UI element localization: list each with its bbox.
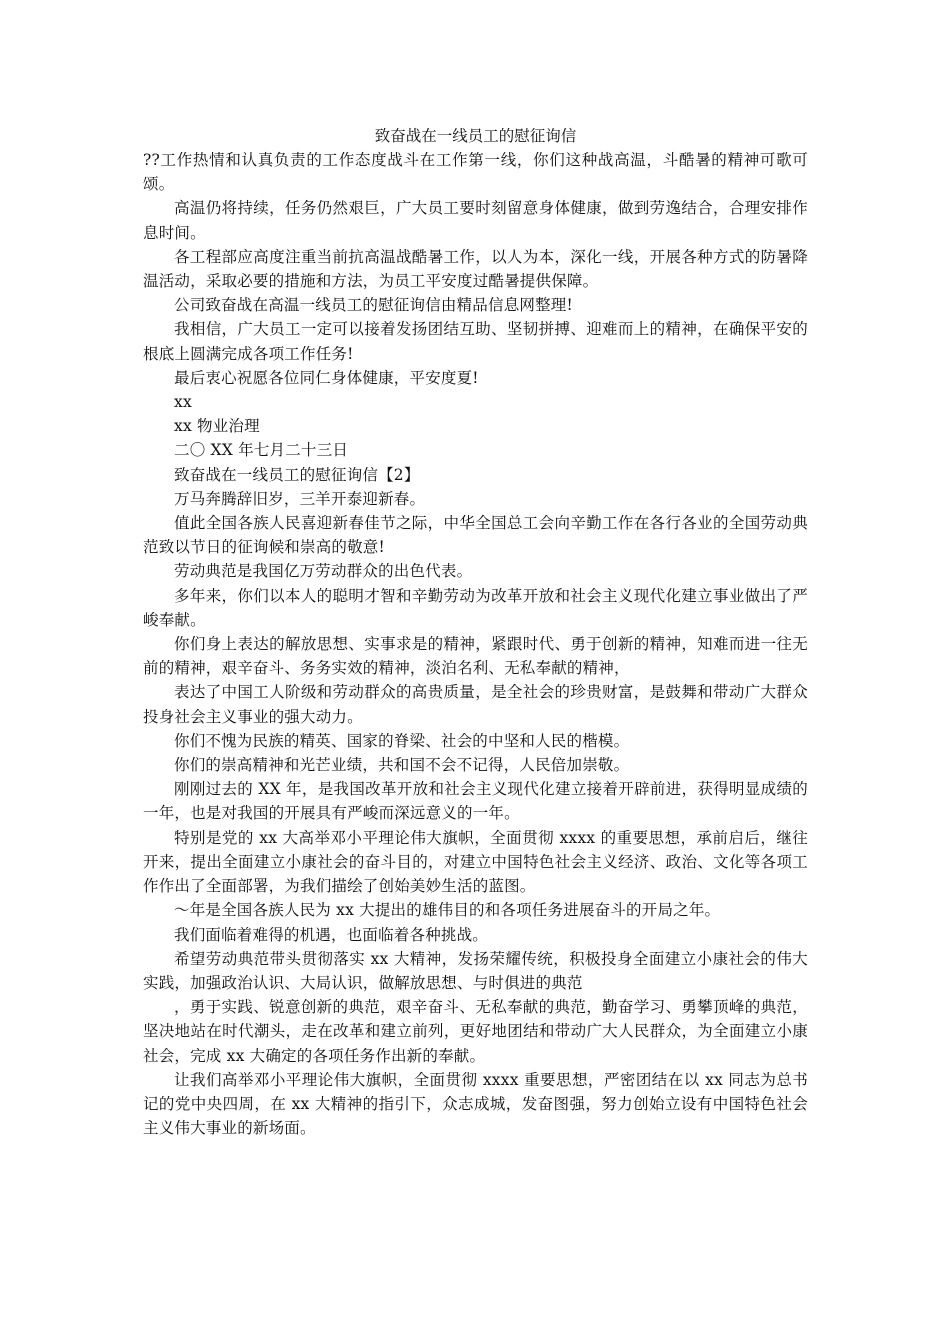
paragraph: 你们不愧为民族的精英、国家的脊梁、社会的中坚和人民的楷模。 [174, 731, 630, 750]
paragraph: ～年是全国各族人民为 xx 大提出的雄伟目的和各项任务进展奋斗的开局之年。 [174, 901, 721, 920]
paragraph: 高温仍将持续，任务仍然艰巨，广大员工要时刻留意身体健康，做到劳逸结合，合理安排作息时间。 [143, 199, 808, 242]
paragraph: 特别是党的 xx 大高举邓小平理论伟大旗帜，全面贯彻 xxxx 的重要思想，承前启后，继往开来，提出全面建立小康社会的奋斗目的，对建立中国特色社会主义经济、政治、文化等各项工作作出了全面部署，为我们描绘了创始美妙生活的蓝图。 [143, 828, 808, 896]
paragraph: ，勇于实践、锐意创新的典范，艰辛奋斗、无私奉献的典范，勤奋学习、勇攀顶峰的典范，坚决地站在时代潮头，走在改革和建立前列，更好地团结和带动广大人民群众，为全面建立小康社会，完成 xx 大确定的各项任务作出新的奉献。 [143, 998, 808, 1065]
paragraph: 劳动典范是我国亿万劳动群众的出色代表。 [174, 562, 473, 581]
paragraph: 刚刚过去的 XX 年，是我国改革开放和社会主义现代化建立接着开辟前进，获得明显成绩的一年，也是对我国的开展具有严峻而深远意义的一年。 [143, 780, 808, 823]
document-page [143, 124, 808, 1140]
document-title: 致奋战在一线员工的慰征询信 [374, 127, 577, 145]
paragraph: 致奋战在一线员工的慰征询信【2】 [174, 465, 420, 484]
paragraph: 你们的崇高精神和光芒业绩，共和国不会不记得，人民倍加崇敬。 [174, 756, 630, 775]
paragraph: 值此全国各族人民喜迎新春佳节之际，中华全国总工会向辛勤工作在各行各业的全国劳动典范致以节日的征询候和崇高的敬意! [143, 514, 808, 557]
paragraph: 我相信，广大员工一定可以接着发扬团结互助、坚韧拼搏、迎难而上的精神，在确保平安的根底上圆满完成各项工作任务! [143, 320, 808, 363]
paragraph: 多年来，你们以本人的聪明才智和辛勤劳动为改革开放和社会主义现代化建立事业做出了严峻奉献。 [143, 586, 808, 629]
paragraph: 万马奔腾辞旧岁，三羊开泰迎新春。 [174, 489, 426, 508]
paragraph: 公司致奋战在高温一线员工的慰征询信由精品信息网整理! [174, 296, 573, 315]
paragraph: 最后衷心祝愿各位同仁身体健康，平安度夏! [174, 368, 479, 387]
paragraph: 让我们高举邓小平理论伟大旗帜，全面贯彻 xxxx 重要思想，严密团结在以 xx 同志为总书记的党中央四周，在 xx 大精神的指引下，众志成城，发奋图强，努力创始立设有中国特色社会主义伟大事业的新场面。 [143, 1070, 808, 1138]
paragraph: xx [174, 393, 192, 412]
paragraph: 你们身上表达的解放思想、实事求是的精神，紧跟时代、勇于创新的精神，知难而进一往无前的精神，艰辛奋斗、务务实效的精神，淡泊名利、无私奉献的精神， [143, 635, 808, 678]
paragraph: xx 物业治理 [174, 417, 260, 436]
paragraph: ??工作热情和认真负责的工作态度战斗在工作第一线，你们这种战高温，斗酷暑的精神可歌可颂。 [143, 151, 808, 194]
paragraph: 各工程部应高度注重当前抗高温战酷暑工作，以人为本，深化一线，开展各种方式的防暑降温活动，采取必要的措施和方法，为员工平安度过酷暑提供保障。 [143, 247, 808, 291]
paragraph: 表达了中国工人阶级和劳动群众的高贵质量，是全社会的珍贵财富，是鼓舞和带动广大群众投身社会主义事业的强大动力。 [143, 683, 808, 726]
paragraph: 二〇 XX 年七月二十三日 [174, 441, 349, 460]
paragraph: 希望劳动典范带头贯彻落实 xx 大精神，发扬荣耀传统，积极投身全面建立小康社会的伟大实践，加强政治认识、大局认识，做解放思想、与时俱进的典范 [143, 949, 808, 992]
document-body [143, 148, 808, 1140]
paragraph: 我们面临着难得的机遇，也面临着各种挑战。 [174, 925, 489, 944]
